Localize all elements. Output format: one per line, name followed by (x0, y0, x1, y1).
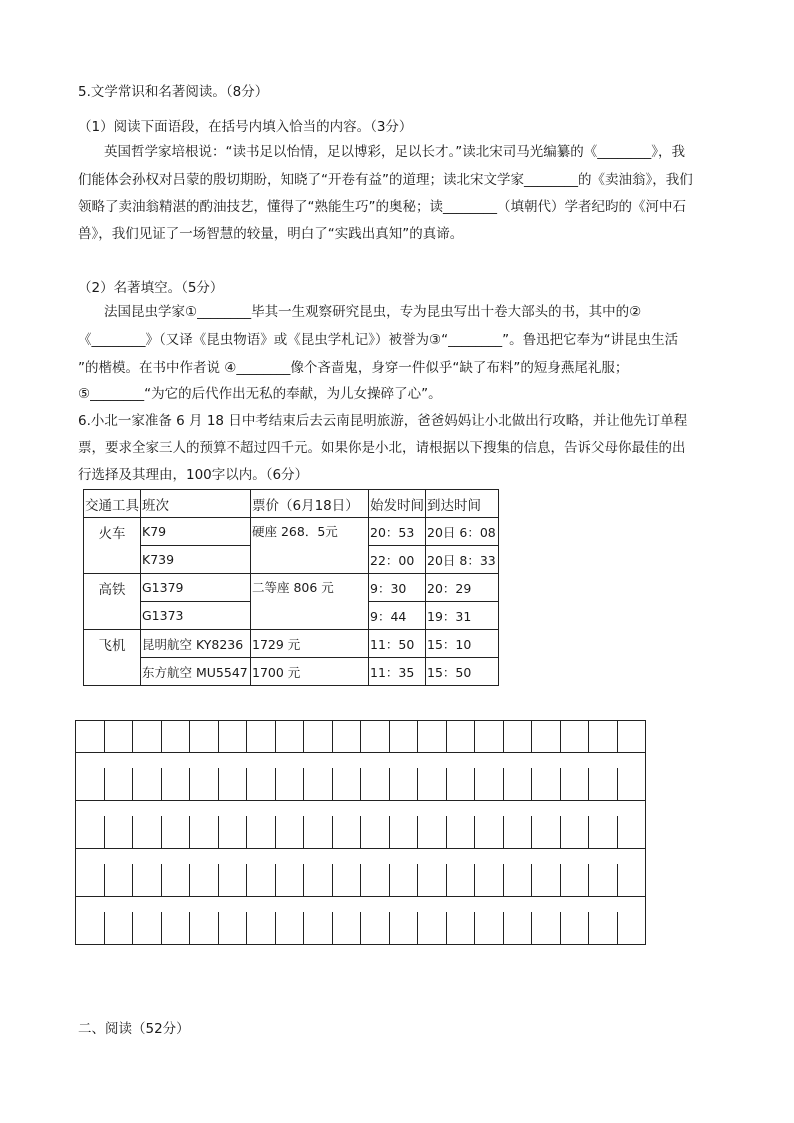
grid-square[interactable] (190, 816, 219, 848)
grid-square[interactable] (361, 912, 390, 944)
train-no: G1373 (141, 602, 251, 630)
price-flight: 1700 元 (251, 658, 369, 686)
table-row (84, 518, 499, 546)
grid-square[interactable] (504, 912, 533, 944)
grid-square[interactable] (162, 864, 191, 896)
grid-square[interactable] (333, 912, 362, 944)
grid-square[interactable] (475, 864, 504, 896)
grid-square[interactable] (162, 768, 191, 800)
grid-square[interactable] (361, 768, 390, 800)
grid-square[interactable] (390, 816, 419, 848)
grid-square[interactable] (105, 912, 134, 944)
grid-square[interactable] (532, 816, 561, 848)
q5-part2-line-3: ”的楷模。在书中作者说 ④________像个吝啬鬼，身穿一件似乎“缺了布料”的短身燕尾礼服； (78, 360, 629, 376)
grid-square[interactable] (418, 768, 447, 800)
q6-line-3: 行选择及其理由，100字以内。（6分） (78, 467, 309, 483)
grid-square[interactable] (219, 912, 248, 944)
grid-square[interactable] (133, 721, 162, 752)
grid-square[interactable] (105, 768, 134, 800)
header-arrive: 到达时间 (426, 490, 499, 518)
grid-square[interactable] (190, 721, 219, 752)
grid-square[interactable] (105, 816, 134, 848)
section-2-title: 二、阅读（52分） (78, 1021, 190, 1037)
grid-square[interactable] (276, 864, 305, 896)
grid-square[interactable] (589, 912, 618, 944)
schedule-table (83, 489, 499, 686)
q5-part1-line-4: 兽》，我们见证了一场智慧的较量，明白了“实践出真知”的真谛。 (78, 226, 464, 242)
grid-square[interactable] (618, 864, 646, 896)
grid-square[interactable] (76, 912, 105, 944)
grid-row (75, 864, 646, 897)
header-depart: 始发时间 (369, 490, 426, 518)
grid-square[interactable] (105, 864, 134, 896)
q5-part2-title: （2）名著填空。（5分） (78, 280, 224, 296)
grid-square[interactable] (618, 721, 646, 752)
depart-time: 20：53 (369, 518, 426, 546)
grid-square[interactable] (247, 768, 276, 800)
grid-row-gap (75, 753, 646, 768)
grid-square[interactable] (475, 721, 504, 752)
grid-square[interactable] (589, 768, 618, 800)
grid-square[interactable] (247, 721, 276, 752)
grid-square[interactable] (76, 768, 105, 800)
table-row (84, 630, 499, 658)
grid-square[interactable] (390, 912, 419, 944)
price-train: 硬座 268．5元 (251, 518, 369, 574)
grid-square[interactable] (105, 721, 134, 752)
grid-square[interactable] (532, 768, 561, 800)
q5-part2-line-1: 法国昆虫学家①________毕其一生观察研究昆虫，专为昆虫写出十卷大部头的书，其中的② (104, 304, 642, 320)
depart-time: 11：50 (369, 630, 426, 658)
grid-square[interactable] (561, 864, 590, 896)
grid-square[interactable] (561, 816, 590, 848)
train-no: G1379 (141, 574, 251, 602)
q5-part2-line-2: 《________》（又译《昆虫物语》或《昆虫学札记》）被誉为③“________”。鲁迅把它奉为“讲昆虫生活 (78, 332, 679, 348)
grid-square[interactable] (589, 721, 618, 752)
grid-square[interactable] (561, 768, 590, 800)
grid-square[interactable] (190, 912, 219, 944)
grid-square[interactable] (475, 816, 504, 848)
grid-square[interactable] (447, 768, 476, 800)
table-row (84, 658, 499, 686)
grid-square[interactable] (247, 816, 276, 848)
grid-square[interactable] (304, 912, 333, 944)
grid-square[interactable] (219, 816, 248, 848)
grid-square[interactable] (304, 864, 333, 896)
grid-square[interactable] (133, 768, 162, 800)
grid-square[interactable] (532, 864, 561, 896)
grid-square[interactable] (475, 912, 504, 944)
grid-square[interactable] (475, 768, 504, 800)
grid-square[interactable] (447, 816, 476, 848)
grid-row (75, 912, 646, 945)
grid-square[interactable] (504, 864, 533, 896)
grid-square[interactable] (76, 864, 105, 896)
q6-line-1: 6.小北一家准备 6 月 18 日中考结束后去云南昆明旅游，爸爸妈妈让小北做出行攻略，并让他先订单程 (78, 413, 688, 429)
grid-square[interactable] (589, 816, 618, 848)
grid-row (75, 720, 646, 753)
depart-time: 11：35 (369, 658, 426, 686)
grid-row-gap (75, 897, 646, 912)
grid-square[interactable] (447, 864, 476, 896)
header-price: 票价（6月18日） (251, 490, 369, 518)
grid-square[interactable] (304, 768, 333, 800)
grid-square[interactable] (247, 912, 276, 944)
grid-square[interactable] (276, 768, 305, 800)
header-mode: 交通工具 (84, 490, 141, 518)
grid-square[interactable] (276, 816, 305, 848)
arrive-time: 20日 6：08 (426, 518, 499, 546)
grid-square[interactable] (276, 721, 305, 752)
train-no: K79 (141, 518, 251, 546)
table-header-row (84, 490, 499, 518)
grid-row-gap (75, 801, 646, 816)
grid-square[interactable] (532, 721, 561, 752)
grid-square[interactable] (418, 912, 447, 944)
grid-square[interactable] (504, 768, 533, 800)
mode-plane: 飞机 (84, 630, 141, 686)
grid-square[interactable] (333, 721, 362, 752)
grid-square[interactable] (247, 864, 276, 896)
grid-square[interactable] (304, 721, 333, 752)
grid-square[interactable] (390, 864, 419, 896)
flight-no: 东方航空 MU5547 (141, 658, 251, 686)
grid-square[interactable] (390, 721, 419, 752)
mode-hsr: 高铁 (84, 574, 141, 630)
grid-square[interactable] (447, 912, 476, 944)
grid-square[interactable] (333, 816, 362, 848)
depart-time: 22：00 (369, 546, 426, 574)
depart-time: 9：30 (369, 574, 426, 602)
arrive-time: 15：10 (426, 630, 499, 658)
q6-line-2: 票，要求全家三人的预算不超过四千元。如果你是小北，请根据以下搜集的信息，告诉父母你最佳的出 (78, 440, 686, 456)
q5-part1-line-1: 英国哲学家培根说：“读书足以怡情，足以博彩，足以长才。”读北宋司马光编纂的《________》，我 (104, 144, 685, 160)
grid-square[interactable] (76, 721, 105, 752)
grid-square[interactable] (361, 721, 390, 752)
grid-square[interactable] (418, 864, 447, 896)
grid-square[interactable] (133, 816, 162, 848)
header-train-no: 班次 (141, 490, 251, 518)
grid-square[interactable] (304, 816, 333, 848)
q5-title: 5.文学常识和名著阅读。（8分） (78, 84, 269, 100)
q5-part1-line-3: 领略了卖油翁精湛的酌油技艺，懂得了“熟能生巧”的奥秘；读________（填朝代）学者纪昀的《河中石 (78, 199, 686, 215)
q5-part1-line-2: 们能体会孙权对吕蒙的殷切期盼，知晓了“开卷有益”的道理；读北宋文学家________的《卖油翁》，我们 (78, 172, 693, 188)
grid-square[interactable] (561, 721, 590, 752)
grid-square[interactable] (133, 864, 162, 896)
q5-part2-line-4: ⑤________“为它的后代作出无私的奉献，为儿女操碎了心”。 (78, 386, 442, 402)
grid-square[interactable] (333, 864, 362, 896)
grid-square[interactable] (76, 816, 105, 848)
grid-square[interactable] (133, 912, 162, 944)
grid-square[interactable] (618, 816, 646, 848)
arrive-time: 20：29 (426, 574, 499, 602)
q5-part1-title: （1）阅读下面语段，在括号内填入恰当的内容。（3分） (78, 119, 413, 135)
grid-square[interactable] (162, 912, 191, 944)
grid-square[interactable] (219, 768, 248, 800)
grid-square[interactable] (447, 721, 476, 752)
grid-square[interactable] (361, 816, 390, 848)
grid-square[interactable] (532, 912, 561, 944)
train-no: K739 (141, 546, 251, 574)
grid-square[interactable] (504, 816, 533, 848)
table-row (84, 574, 499, 602)
grid-square[interactable] (190, 864, 219, 896)
grid-row (75, 768, 646, 801)
grid-square[interactable] (219, 721, 248, 752)
flight-no: 昆明航空 KY8236 (141, 630, 251, 658)
mode-train: 火车 (84, 518, 141, 574)
grid-square[interactable] (162, 721, 191, 752)
grid-square[interactable] (162, 816, 191, 848)
grid-square[interactable] (618, 912, 646, 944)
grid-square[interactable] (561, 912, 590, 944)
grid-square[interactable] (418, 816, 447, 848)
price-flight: 1729 元 (251, 630, 369, 658)
arrive-time: 19：31 (426, 602, 499, 630)
grid-square[interactable] (589, 864, 618, 896)
price-hsr: 二等座 806 元 (251, 574, 369, 630)
grid-square[interactable] (361, 864, 390, 896)
grid-row-gap (75, 849, 646, 864)
grid-square[interactable] (276, 912, 305, 944)
grid-square[interactable] (418, 721, 447, 752)
answer-writing-grid[interactable] (75, 720, 646, 945)
grid-square[interactable] (333, 768, 362, 800)
grid-square[interactable] (504, 721, 533, 752)
grid-row (75, 816, 646, 849)
grid-square[interactable] (618, 768, 646, 800)
grid-square[interactable] (390, 768, 419, 800)
grid-square[interactable] (219, 864, 248, 896)
arrive-time: 15：50 (426, 658, 499, 686)
arrive-time: 20日 8：33 (426, 546, 499, 574)
grid-square[interactable] (190, 768, 219, 800)
depart-time: 9：44 (369, 602, 426, 630)
